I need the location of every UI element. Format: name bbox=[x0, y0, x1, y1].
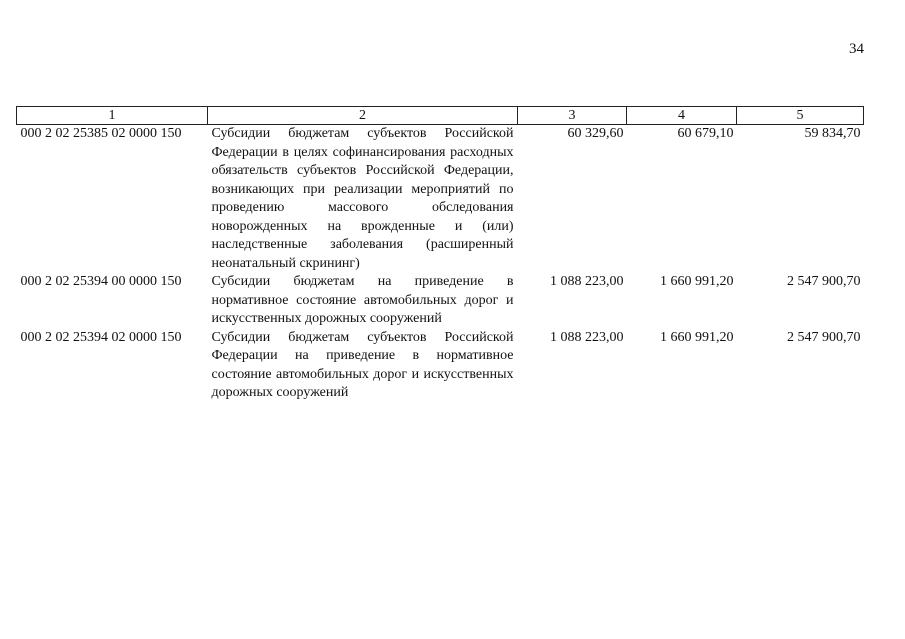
table-row bbox=[17, 273, 864, 329]
row-description: Субсидии бюджетам субъектов Российской Федерации в целях софинансирования расходных обязательств субъектов Российской Федерации, возникающих при реализации мероприятий по проведению массового обследования новорожденных на врожденные и (или) наследственные заболевания (расширенный неонатальный скрининг) bbox=[211, 126, 514, 271]
amount-col4: 60 679,10 bbox=[677, 126, 734, 141]
header-cell-description: 2 bbox=[208, 107, 518, 125]
header-cell-year-3: 5 bbox=[737, 107, 864, 125]
table-header bbox=[17, 107, 864, 125]
header-cell-code: 1 bbox=[17, 107, 208, 125]
row-description: Субсидии бюджетам на приведение в нормативное состояние автомобильных дорог и искусственных дорожных сооружений bbox=[211, 274, 514, 326]
table-row bbox=[17, 329, 864, 403]
header-cell-year-2: 4 bbox=[627, 107, 737, 125]
budget-code: 000 2 02 25394 00 0000 150 bbox=[20, 274, 182, 289]
amount-col3: 60 329,60 bbox=[567, 126, 624, 141]
amount-col4: 1 660 991,20 bbox=[660, 329, 734, 345]
budget-table bbox=[16, 106, 864, 403]
table-row bbox=[17, 125, 864, 274]
amount-col4: 1 660 991,20 bbox=[660, 274, 734, 289]
header-cell-year-1: 3 bbox=[518, 107, 627, 125]
amount-col5: 2 547 900,70 bbox=[787, 274, 861, 289]
header-row bbox=[17, 107, 864, 125]
row-description: Субсидии бюджетам субъектов Российской Федерации на приведение в нормативное состояние автомобильных дорог и искусственных дорожных сооружений bbox=[211, 329, 514, 400]
amount-col3: 1 088 223,00 bbox=[550, 274, 624, 289]
amount-col3: 1 088 223,00 bbox=[550, 329, 624, 345]
table-body bbox=[17, 125, 864, 403]
budget-code: 000 2 02 25394 02 0000 150 bbox=[20, 329, 182, 345]
budget-code: 000 2 02 25385 02 0000 150 bbox=[20, 126, 182, 141]
amount-col5: 2 547 900,70 bbox=[787, 329, 861, 345]
amount-col5: 59 834,70 bbox=[804, 126, 861, 141]
page-number: 34 bbox=[849, 41, 864, 57]
